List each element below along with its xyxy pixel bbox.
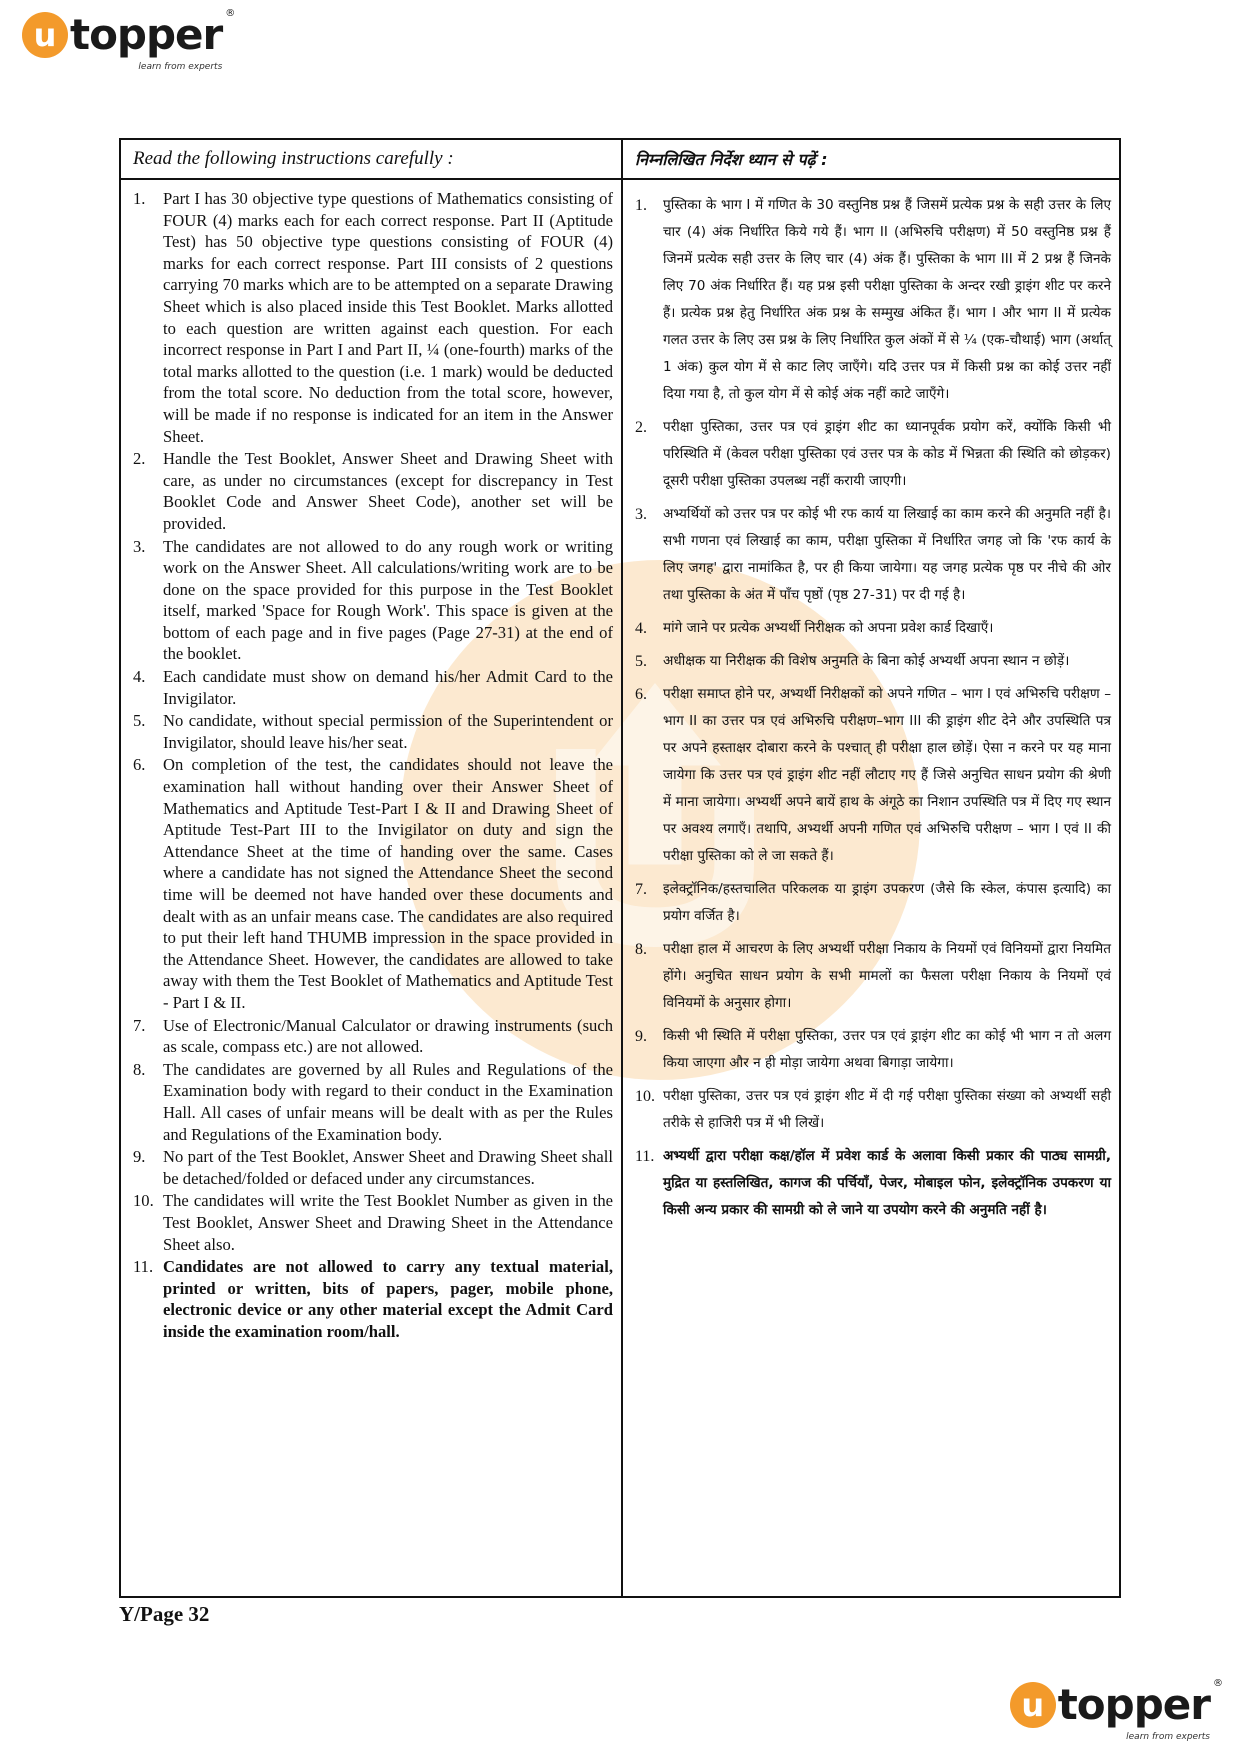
english-instructions-list [121,180,621,1343]
instruction-text: अभ्यर्थी द्वारा परीक्षा कक्ष/हॉल में प्रवेश कार्ड के अलावा किसी प्रकार की पाठ्य सामग्री, मुद्रित या हस्तलिखित, कागज की पर्चियाँ, पेजर, मोबाइल फोन, इलेक्ट्रॉनिक उपकरण या किसी अन्य प्रकार की सामग्री को ले जाने या उपयोग करने की अनुमति नहीं है। [663,1148,1111,1218]
instruction-item [631,936,1111,1017]
instruction-item [631,501,1111,609]
hindi-heading: निम्नलिखित निर्देश ध्यान से पढ़ें : [623,140,1119,180]
logo-name: topper [1057,1680,1210,1729]
english-heading: Read the following instructions carefully : [121,140,621,180]
topper-logo-icon: u [22,12,68,58]
instruction-item [129,666,613,709]
instruction-number: 10. [635,1088,655,1105]
topper-logo-text [70,8,235,72]
instruction-item [631,192,1111,408]
instruction-number: 1. [635,197,647,214]
instruction-number: 9. [133,1147,146,1167]
instruction-number: 4. [133,667,146,687]
english-column [121,140,623,1596]
instruction-number: 5. [635,653,647,670]
topper-logo-top [22,8,235,72]
instruction-text: The candidates are governed by all Rules and Regulations of the Examination body with regard to their conduct in the Examination Hall. All cases of unfair means will be dealt with as per the Rules and Regulations of the Examination body. [163,1059,613,1144]
instruction-number: 9. [635,1028,647,1045]
instruction-text: परीक्षा हाल में आचरण के लिए अभ्यर्थी परीक्षा निकाय के नियमों एवं विनियमों द्वारा नियमित होंगे। अनुचित साधन प्रयोग के सभी मामलों का फैसला परीक्षा निकाय के नियमों एवं विनियमों के अनुसार होगा। [663,941,1111,1011]
instruction-number: 7. [635,881,647,898]
instruction-number: 10. [133,1191,154,1211]
instruction-number: 3. [635,506,647,523]
instruction-number: 4. [635,620,647,637]
instruction-number: 8. [635,941,647,958]
instruction-item [631,414,1111,495]
instruction-text: पुस्तिका के भाग I में गणित के 30 वस्तुनिष्ठ प्रश्न हैं जिसमें प्रत्येक प्रश्न के सही उत्तर के लिए चार (4) अंक निर्धारित किये गये हैं। भाग II (अभिरुचि परीक्षण) में 50 वस्तुनिष्ठ प्रश्न हैं जिनमें प्रत्येक सही उत्तर के लिए चार (4) अंक हैं। पुस्तिका के भाग III में 2 प्रश्न हैं जिनके लिए 70 अंक निर्धारित हैं। यह प्रश्न इसी परीक्षा पुस्तिका के अन्दर रखी ड्राइंग शीट पर करने हैं। प्रत्येक प्रश्न हेतु निर्धारित अंक प्रश्न के सम्मुख अंकित हैं। भाग I और भाग II में प्रत्येक गलत उत्तर के लिए उस प्रश्न के लिए निर्धारित कुल अंकों में से ¼ (एक-चौथाई) भाग (अर्थात् 1 अंक) कुल योग में से काट लिए जाएँगे। यदि उत्तर पत्र में किसी प्रश्न का कोई उत्तर नहीं दिया गया है, तो कुल योग में से कोई अंक नहीं काटे जाएँगे। [663,197,1111,402]
instruction-text: परीक्षा समाप्त होने पर, अभ्यर्थी निरीक्षकों को अपने गणित – भाग I एवं अभिरुचि परीक्षण – भाग II का उत्तर पत्र एवं अभिरुचि परीक्षण–भाग III की ड्राइंग शीट देने और उपस्थिति पत्र पर अपने हस्ताक्षर दोबारा करने के पश्चात् ही परीक्षा हाल छोड़ें। ऐसा न करने पर यह माना जायेगा कि उत्तर पत्र एवं ड्राइंग शीट नहीं लौटाए गए हैं जिसे अनुचित साधन प्रयोग की श्रेणी में माना जायेगा। अभ्यर्थी अपने बायें हाथ के अंगूठे का निशान उपस्थिति पत्र में दिए गए स्थान पर अवश्य लगाएँ। तथापि, अभ्यर्थी अपनी गणित एवं अभिरुचि परीक्षण – भाग I एवं II की परीक्षा पुस्तिका को ले जा सकते हैं। [663,686,1111,864]
instruction-item [631,1143,1111,1224]
instruction-text: परीक्षा पुस्तिका, उत्तर पत्र एवं ड्राइंग शीट का ध्यानपूर्वक प्रयोग करें, क्योंकि किसी भी परिस्थिति में (केवल परीक्षा पुस्तिका एवं उत्तर पत्र के कोड में भिन्नता की स्थिति को छोड़कर) दूसरी परीक्षा पुस्तिका उपलब्ध नहीं करायी जाएगी। [663,419,1111,489]
instruction-number: 2. [635,419,647,436]
instruction-text: No candidate, without special permission of the Superintendent or Invigilator, should leave his/her seat. [163,711,613,752]
instruction-item [129,1059,613,1145]
instruction-text: Candidates are not allowed to carry any textual material, printed or written, bits of papers, pager, mobile phone, electronic device or any other material except the Admit Card inside the examination room/hall. [163,1257,613,1341]
instruction-text: Part I has 30 objective type questions of Mathematics consisting of FOUR (4) marks each for each correct response. Part II (Aptitude Test) has 50 objective type questions consisting of FOUR (4) marks for each correct response. Part III consists of 2 questions carrying 70 marks which are to be attempted on a separate Drawing Sheet which is also placed inside this Test Booklet. Marks allotted to each question are written against each question. For each incorrect response in Part I and Part II, ¼ (one-fourth) marks of the total marks allotted to the question (i.e. 1 mark) would be deducted from the total score. No deduction from the total score, however, will be made if no response is indicated for an item in the Answer Sheet. [163,189,613,446]
instruction-number: 6. [635,686,647,703]
hindi-column [623,140,1119,1596]
instruction-text: Use of Electronic/Manual Calculator or drawing instruments (such as scale, compass etc.) are not allowed. [163,1015,613,1057]
instruction-item [129,536,613,666]
instruction-text: किसी भी स्थिति में परीक्षा पुस्तिका, उत्तर पत्र एवं ड्राइंग शीट का कोई भी भाग न तो अलग किया जाएगा और न ही मोड़ा जायेगा अथवा बिगाड़ा जायेगा। [663,1028,1111,1071]
topper-logo-bottom [1010,1678,1222,1742]
instruction-number: 8. [133,1059,146,1079]
instruction-text: अधीक्षक या निरीक्षक की विशेष अनुमति के बिना कोई अभ्यर्थी अपना स्थान न छोड़ें। [663,653,1070,669]
instructions-table [119,138,1121,1598]
instruction-text: इलेक्ट्रॉनिक/हस्तचालित परिकलक या ड्राइंग उपकरण (जैसे कि स्केल, कंपास इत्यादि) का प्रयोग वर्जित है। [663,881,1111,924]
instruction-item [631,1083,1111,1137]
instruction-number: 7. [133,1015,146,1035]
instruction-item [631,615,1111,642]
instruction-number: 6. [133,755,146,775]
instruction-number: 3. [133,536,146,556]
logo-reg-mark: ® [225,8,235,19]
topper-logo-icon: u [1010,1682,1056,1728]
instruction-item [129,1015,613,1058]
instruction-item [129,448,613,534]
logo-tagline: learn from experts [138,62,223,72]
logo-name: topper [70,10,223,59]
instruction-item [631,648,1111,675]
instruction-text: On completion of the test, the candidates should not leave the examination hall without handing over their Answer Sheet of Mathematics and Aptitude Test-Part I & II and Drawing Sheet of Aptitude Test-Part III to the Invigilator on duty and sign the Attendance Sheet at the time of handing over the same. Cases where a candidate has not signed the Attendance Sheet the second time will be deemed not have handed over these documents and dealt with as an unfair means case. The candidates are also required to put their left hand THUMB impression in the space provided in the Attendance Sheet. However, the candidates are allowed to take away with them the Test Booklet of Mathematics and Aptitude Test - Part I & II. [163,755,613,1012]
instruction-text: Handle the Test Booklet, Answer Sheet and Drawing Sheet with care, as under no circumstances (except for discrepancy in Test Booklet Code and Answer Sheet Code), another set will be provided. [163,449,613,533]
hindi-instructions-list [623,180,1119,1230]
instruction-text: अभ्यर्थियों को उत्तर पत्र पर कोई भी रफ कार्य या लिखाई का काम करने की अनुमति नहीं है। सभी गणना एवं लिखाई का काम, परीक्षा पुस्तिका में निर्धारित जगह जो कि 'रफ कार्य के लिए जगह' द्वारा नामांकित है, पर ही किया जायेगा। यह जगह प्रत्येक पृष्ठ पर नीचे की ओर तथा पुस्तिका के अंत में पाँच पृष्ठों (पृष्ठ 27-31) पर दी गई है। [663,506,1111,603]
instruction-number: 11. [635,1148,655,1165]
instruction-text: No part of the Test Booklet, Answer Sheet and Drawing Sheet shall be detached/folded or defaced under any circumstances. [163,1147,613,1188]
instruction-text: The candidates are not allowed to do any rough work or writing work on the Answer Sheet. All calculations/writing work are to be done on the space provided for this purpose in the Test Booklet itself, marked 'Space for Rough Work'. This space is given at the bottom of each page and in five pages (Page 27-31) at the end of the booklet. [163,536,613,664]
instruction-item [129,188,613,447]
page-number: Y/Page 32 [119,1602,210,1626]
instruction-text: परीक्षा पुस्तिका, उत्तर पत्र एवं ड्राइंग शीट में दी गई परीक्षा पुस्तिका संख्या को अभ्यर्थी सही तरीके से हाजिरी पत्र में भी लिखें। [663,1088,1111,1131]
instruction-item [129,710,613,753]
instruction-item [129,1146,613,1189]
instruction-item [129,1190,613,1255]
instruction-number: 11. [133,1257,154,1277]
topper-logo-text [1057,1678,1222,1742]
logo-tagline: learn from experts [1126,1732,1210,1742]
instruction-number: 1. [133,189,146,208]
instruction-number: 5. [133,711,146,731]
logo-reg-mark: ® [1213,1678,1222,1689]
instruction-text: Each candidate must show on demand his/her Admit Card to the Invigilator. [163,667,613,708]
instruction-item [631,1023,1111,1077]
instruction-item [631,681,1111,870]
instruction-text: मांगे जाने पर प्रत्येक अभ्यर्थी निरीक्षक को अपना प्रवेश कार्ड दिखाएँ। [663,620,994,636]
instruction-item [129,754,613,1013]
instruction-number: 2. [133,449,146,469]
instruction-item [129,1256,613,1342]
instruction-text: The candidates will write the Test Booklet Number as given in the Test Booklet, Answer Sheet and Drawing Sheet in the Attendance Sheet also. [163,1191,613,1254]
instruction-item [631,876,1111,930]
